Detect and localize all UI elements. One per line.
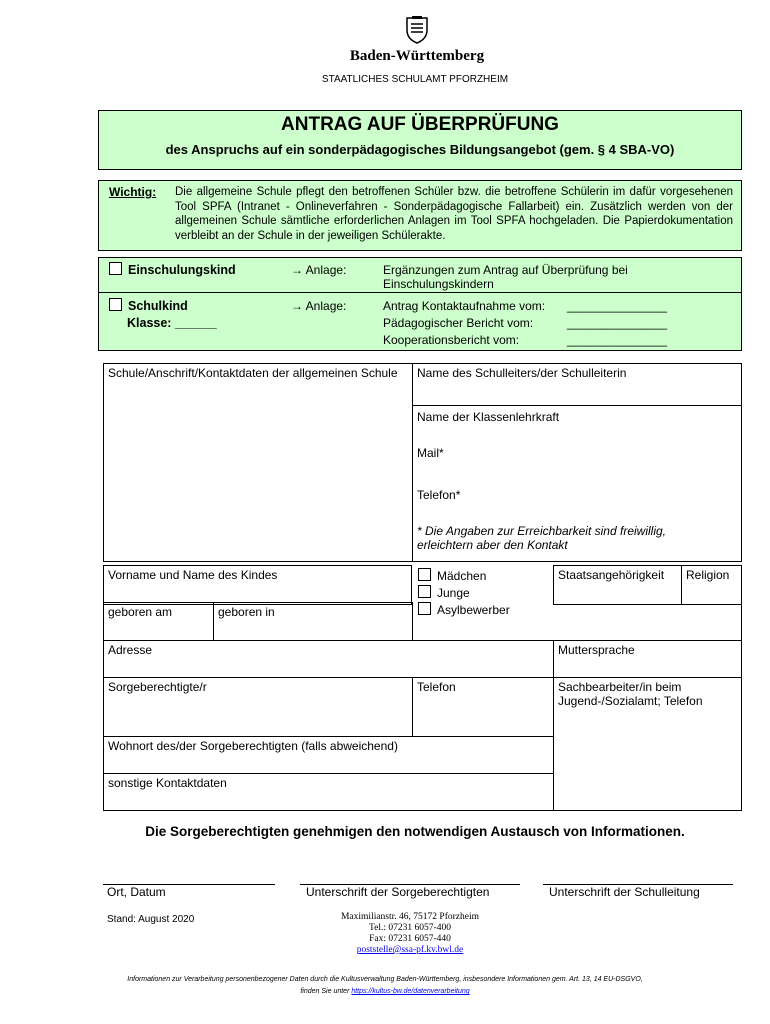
anlage-item: Pädagogischer Bericht vom:	[383, 316, 534, 330]
einschulung-option[interactable]	[109, 262, 236, 277]
office-address: Maximilianstr. 46, 75172 Pforzheim Tel.: 07231 6057-400 Fax: 07231 6057-440 poststelle@ssa-pf.kv.bwl.de	[290, 912, 530, 956]
page-subtitle: des Anspruchs auf ein sonderpädagogisches Bildungsangebot (gem. § 4 SBA-VO)	[165, 142, 675, 157]
page-title: ANTRAG AUF ÜBERPRÜFUNG	[281, 114, 559, 135]
stand-date: Stand: August 2020	[107, 914, 195, 925]
anlage-item: Antrag Kontaktaufnahme vom:	[383, 299, 546, 313]
schulkind-checkbox[interactable]	[109, 298, 122, 311]
consent-statement: Die Sorgeberechtigten genehmigen den notwendigen Austausch von Informationen.	[145, 824, 685, 839]
office-name: STAATLICHES SCHULAMT PFORZHEIM	[321, 74, 509, 85]
caseworker-cell[interactable]	[553, 677, 742, 811]
school-head-label: Name des Schulleiters/der Schulleiterin	[417, 366, 627, 380]
other-contact-label: sonstige Kontaktdaten	[108, 776, 227, 790]
caseworker-label: Sachbearbeiter/in beim Jugend-/Sozialamt; Telefon	[558, 680, 703, 708]
principal-signature-label: Unterschrift der Schulleitung	[549, 885, 700, 899]
notice-box	[98, 180, 742, 251]
schulkind-anlage: → Anlage:	[291, 299, 347, 313]
asylbewerber-option[interactable]: Asylbewerber	[418, 602, 510, 619]
school-head-cell[interactable]	[412, 363, 742, 406]
anlage-blank[interactable]: _______________	[567, 333, 668, 347]
anlage-blank[interactable]: _______________	[567, 299, 668, 313]
gender-maedchen[interactable]: Mädchen	[418, 568, 510, 585]
child-name-label: Vorname und Name des Kindes	[108, 568, 278, 582]
teacher-cell[interactable]	[412, 405, 742, 562]
religion-label: Religion	[686, 568, 730, 582]
privacy-link[interactable]: https://kultus-bw.de/datenverarbeitung	[351, 988, 470, 995]
gender-junge[interactable]: Junge	[418, 585, 510, 602]
guardian-signature-label: Unterschrift der Sorgeberechtigten	[306, 885, 490, 899]
einschulung-label: Einschulungskind	[128, 263, 236, 277]
teacher-label: Name der Klassenlehrkraft	[417, 410, 560, 424]
address-cell[interactable]	[103, 640, 554, 678]
place-date-label: Ort, Datum	[107, 885, 166, 899]
mother-tongue-label: Muttersprache	[558, 643, 635, 657]
mail-label: Mail*	[417, 446, 444, 460]
schulkind-option[interactable]	[109, 298, 188, 313]
coat-of-arms-icon	[404, 16, 430, 44]
maedchen-checkbox[interactable]	[418, 568, 431, 581]
anlage-blank[interactable]: _______________	[567, 316, 668, 330]
einschulung-checkbox[interactable]	[109, 262, 122, 275]
other-contact-cell[interactable]	[103, 773, 554, 811]
privacy-line-2: finden Sie unter https://kultus-bw.de/datenverarbeitung	[300, 988, 470, 995]
religion-cell[interactable]	[681, 565, 742, 605]
state-name: Baden-Württemberg	[349, 48, 485, 64]
born-in-cell[interactable]	[213, 602, 413, 641]
anlage-item: Kooperationsbericht vom:	[383, 333, 520, 347]
mother-tongue-cell[interactable]	[553, 640, 742, 678]
notice-text: Die allgemeine Schule pflegt den betroffenen Schüler bzw. die betroffene Schülerin im dafür vorgesehenen Tool SPFA (Intranet - Onlineverfahren - Sonderpädagogische Fallarbeit) ein. Zusätzlich werden von der allgemeinen Schule sämtliche erforderlichen Anlagen im Tool SPFA hochgeladen. Die Papierdokumentation verbleibt an der Schule in der jeweiligen Schülerakte.	[175, 186, 733, 242]
address-label: Adresse	[108, 643, 153, 657]
born-on-label: geboren am	[108, 605, 173, 619]
options-box	[98, 257, 742, 351]
email-link[interactable]: poststelle@ssa-pf.kv.bwl.de	[356, 945, 464, 955]
privacy-line: Informationen zur Verarbeitung personenbezogener Daten durch die Kultusverwaltung Baden-Württemberg, insbesondere Informationen gem. Art. 13, 14 EU-DSGVO,	[127, 976, 643, 983]
phone-label: Telefon*	[417, 488, 461, 502]
child-name-cell[interactable]	[103, 565, 412, 605]
guardian-phone-cell[interactable]	[412, 677, 554, 737]
junge-checkbox[interactable]	[418, 585, 431, 598]
born-on-cell[interactable]	[103, 602, 214, 641]
notice-label: Wichtig:	[109, 185, 157, 199]
guardian-phone-label: Telefon	[417, 680, 456, 694]
school-address-label: Schule/Anschrift/Kontaktdaten der allgemeinen Schule	[108, 366, 398, 380]
guardians-label: Sorgeberechtigte/r	[108, 680, 207, 694]
born-in-label: geboren in	[218, 605, 275, 619]
contact-note: * Die Angaben zur Erreichbarkeit sind freiwillig, erleichtern aber den Kontakt	[417, 524, 666, 552]
guardian-residence-label: Wohnort des/der Sorgeberechtigten (falls abweichend)	[108, 739, 398, 753]
schulkind-label: Schulkind	[128, 299, 188, 313]
nationality-cell[interactable]	[553, 565, 682, 605]
klasse-field[interactable]: Klasse: ______	[127, 316, 217, 330]
guardian-residence-cell[interactable]	[103, 736, 554, 774]
title-box	[98, 110, 742, 170]
school-address-cell[interactable]	[103, 363, 413, 562]
einschulung-desc: Ergänzungen zum Antrag auf Überprüfung bei Einschulungskindern	[383, 263, 628, 291]
guardians-cell[interactable]	[103, 677, 413, 737]
einschulung-anlage: → Anlage:	[291, 263, 347, 277]
nationality-religion-lower	[412, 602, 742, 641]
nationality-label: Staatsangehörigkeit	[558, 568, 665, 582]
